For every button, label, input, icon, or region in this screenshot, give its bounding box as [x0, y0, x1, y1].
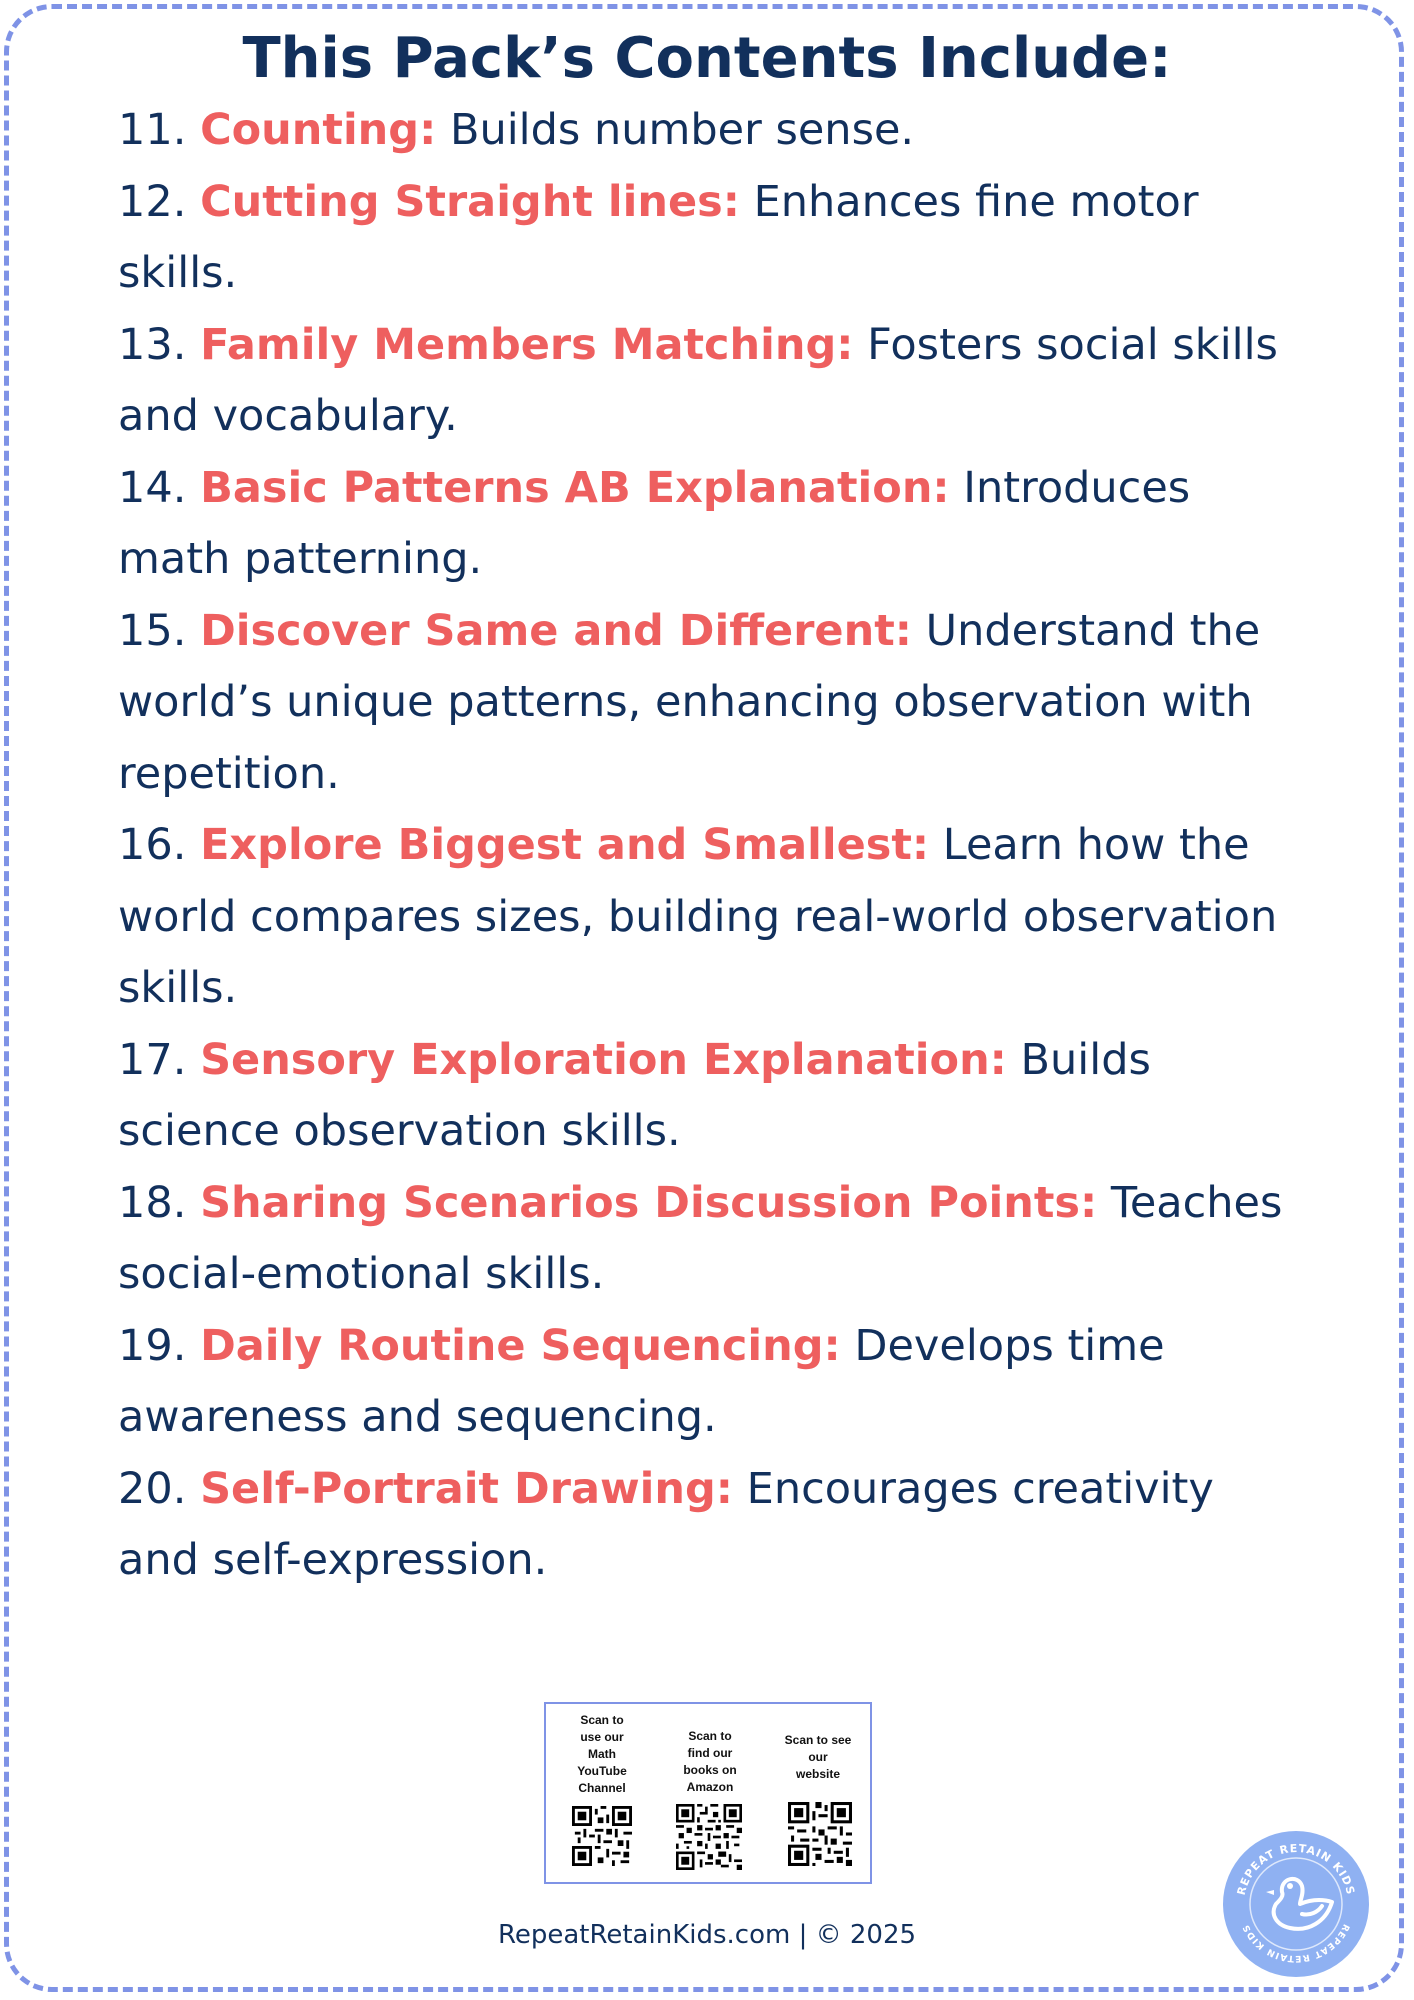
list-item	[118, 167, 1308, 310]
item-number: 15.	[118, 605, 187, 656]
item-number: 11.	[118, 105, 187, 155]
item-description: Learn how the world compares sizes, building real-world observation skills.	[118, 820, 1278, 1013]
page-title: This Pack’s Contents Include:	[242, 26, 1172, 91]
qr-caption: Scan to find our books on Amazon	[683, 1729, 737, 1794]
item-heading: Sharing Scenarios Discussion Points:	[200, 1177, 1098, 1228]
list-item	[118, 1454, 1308, 1597]
list-item	[118, 95, 1308, 167]
item-number: 14.	[118, 462, 187, 513]
item-number: 16.	[118, 820, 187, 870]
item-heading: Basic Patterns AB Explanation:	[200, 462, 950, 513]
contents-list	[118, 95, 1308, 1597]
item-description: Builds science observation skills.	[118, 1034, 1151, 1156]
item-heading: Family Members Matching:	[200, 319, 854, 370]
item-description: Enhances fine motor skills.	[118, 176, 1199, 298]
bird-logo-icon	[1222, 1830, 1370, 1978]
item-description: Teaches social-emotional skills.	[118, 1177, 1283, 1299]
item-description: Encourages creativity and self-expression.	[118, 1463, 1214, 1585]
item-heading: Counting:	[200, 105, 437, 155]
list-item	[118, 310, 1308, 453]
item-heading: Sensory Exploration Explanation:	[200, 1034, 1007, 1085]
qr-code-icon	[675, 1804, 743, 1870]
item-description: Understand the world’s unique patterns, enhancing observation with repetition.	[118, 605, 1261, 799]
item-description: Develops time awareness and sequencing.	[118, 1320, 1165, 1442]
item-heading: Daily Routine Sequencing:	[200, 1320, 841, 1371]
svg-text:REPEAT RETAIN KIDS: REPEAT RETAIN KIDS	[1241, 1922, 1351, 1964]
qr-code-icon	[788, 1802, 852, 1866]
list-item	[118, 1168, 1308, 1311]
item-heading: Cutting Straight lines:	[200, 176, 740, 227]
item-number: 12.	[118, 176, 187, 227]
svg-text:REPEAT RETAIN KIDS: REPEAT RETAIN KIDS	[1234, 1841, 1358, 1897]
item-number: 18.	[118, 1177, 187, 1228]
qr-website[interactable]	[768, 1704, 868, 1882]
list-item	[118, 596, 1308, 811]
qr-caption: Scan to use our Math YouTube Channel	[577, 1713, 627, 1795]
qr-code-icon	[572, 1806, 632, 1866]
qr-youtube[interactable]	[552, 1704, 652, 1882]
item-number: 17.	[118, 1034, 187, 1085]
footer-copyright: RepeatRetainKids.com | © 2025	[497, 1920, 917, 1950]
item-heading: Discover Same and Different:	[200, 605, 912, 656]
list-item	[118, 453, 1308, 596]
item-number: 19.	[118, 1320, 187, 1371]
qr-code-card	[544, 1702, 872, 1884]
item-description: Builds number sense.	[436, 105, 915, 155]
item-heading: Explore Biggest and Smallest:	[200, 820, 930, 870]
item-number: 20.	[118, 1463, 187, 1514]
item-number: 13.	[118, 319, 187, 370]
item-heading: Self-Portrait Drawing:	[200, 1463, 734, 1514]
list-item	[118, 1311, 1308, 1454]
item-description: Introduces math patterning.	[118, 462, 1191, 584]
list-item	[118, 1025, 1308, 1168]
qr-caption: Scan to see our website	[784, 1733, 852, 1781]
item-description: Fosters social skills and vocabulary.	[118, 319, 1278, 441]
list-item	[118, 810, 1308, 1025]
qr-amazon[interactable]	[658, 1704, 762, 1882]
